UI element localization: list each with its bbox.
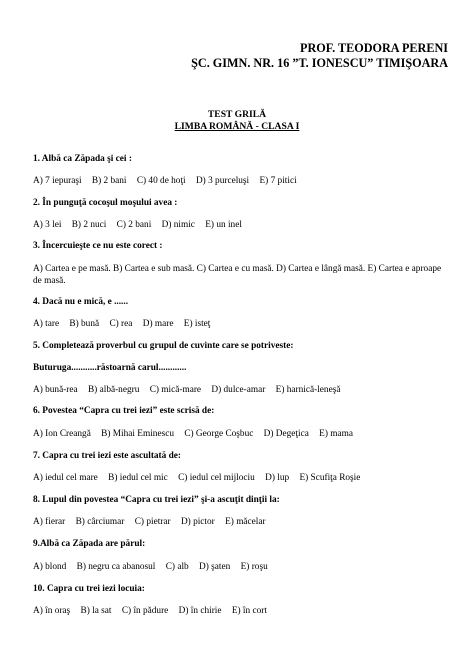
answer-option[interactable]: A) Ion Creangă bbox=[33, 429, 91, 439]
answer-option[interactable]: A) fierar bbox=[33, 517, 66, 527]
answer-option[interactable]: A) 3 lei bbox=[33, 220, 62, 230]
answer-option[interactable]: C) 40 de hoţi bbox=[136, 176, 186, 186]
answers-4 bbox=[33, 318, 218, 330]
question-5: 5. Completează proverbul cu grupul de cuvinte care se potriveste: bbox=[33, 341, 294, 351]
proverb-line: Buturuga...........răstoarnă carul............ bbox=[33, 363, 187, 373]
answer-option[interactable]: C) iedul cel mijlociu bbox=[178, 473, 255, 483]
question-8: 8. Lupul din povestea “Capra cu trei iezi” şi-a ascuţit dinţii la: bbox=[33, 495, 280, 505]
answer-option[interactable]: A) 7 iepuraşi bbox=[33, 176, 82, 186]
answer-option[interactable]: A) tare bbox=[33, 319, 60, 329]
question-3: 3. Încercuieşte ce nu este corect : bbox=[33, 241, 163, 251]
answer-option[interactable]: B) la sat bbox=[80, 606, 112, 616]
question-6: 6. Povestea “Capra cu trei iezi” este scrisă de: bbox=[33, 406, 215, 416]
answers-9 bbox=[33, 561, 276, 573]
answer-option[interactable]: C) rea bbox=[109, 319, 133, 329]
answer-option[interactable]: D) nimic bbox=[161, 220, 195, 230]
answer-option[interactable]: E) isteţ bbox=[183, 319, 211, 329]
answers-8 bbox=[33, 516, 274, 528]
answer-option[interactable]: D) Degeţica bbox=[263, 429, 309, 439]
answer-option[interactable]: B) iedul cel mic bbox=[108, 473, 168, 483]
answer-option[interactable]: A) în oraş bbox=[33, 606, 71, 616]
question-9: 9.Albă ca Zăpada are părul: bbox=[33, 539, 146, 549]
answer-option[interactable]: E) măcelar bbox=[225, 517, 266, 527]
answers-10 bbox=[33, 605, 275, 617]
answer-option[interactable]: C) George Coşbuc bbox=[184, 429, 254, 439]
answer-option[interactable]: E) Scufiţa Roşie bbox=[299, 473, 361, 483]
answer-option[interactable]: C) în pădure bbox=[121, 606, 169, 616]
answer-option[interactable]: B) 2 bani bbox=[91, 176, 127, 186]
answer-option[interactable]: A) bună-rea bbox=[33, 385, 78, 395]
answer-option[interactable]: B) albă-negru bbox=[87, 385, 140, 395]
answer-option[interactable]: D) mare bbox=[142, 319, 174, 329]
answer-option[interactable]: E) un inel bbox=[205, 220, 242, 230]
answer-option[interactable]: C) 2 bani bbox=[116, 220, 152, 230]
answer-option[interactable]: D) şaten bbox=[199, 562, 231, 572]
answer-option[interactable]: B) cârciumar bbox=[75, 517, 125, 527]
answer-option[interactable]: E) harnică-leneşă bbox=[275, 385, 341, 395]
answer-option[interactable]: D) 3 purceluşi bbox=[195, 176, 250, 186]
question-1: 1. Albă ca Zăpada şi cei : bbox=[33, 154, 132, 164]
answer-option[interactable]: D) dulce-amar bbox=[211, 385, 266, 395]
school-name: ŞC. GIMN. NR. 16 ”T. IONESCU” TIMIŞOARA bbox=[191, 56, 448, 70]
question-4: 4. Dacă nu e mică, e ...... bbox=[33, 297, 129, 307]
answer-option[interactable]: B) bună bbox=[69, 319, 100, 329]
answer-option[interactable]: B) 2 nuci bbox=[71, 220, 107, 230]
answer-option[interactable]: E) 7 pitici bbox=[259, 176, 297, 186]
answer-option[interactable]: B) Mihai Eminescu bbox=[101, 429, 174, 439]
answer-option[interactable]: E) roşu bbox=[240, 562, 268, 572]
answer-option[interactable]: B) negru ca abanosul bbox=[76, 562, 156, 572]
answer-option[interactable]: A) blond bbox=[33, 562, 67, 572]
answer-option[interactable]: D) pictor bbox=[180, 517, 215, 527]
answers-7 bbox=[33, 472, 368, 484]
question-7: 7. Capra cu trei iezi este ascultată de: bbox=[33, 451, 182, 461]
answers-3[interactable]: A) Cartea e pe masă. B) Cartea e sub masă. C) Cartea e cu masă. D) Cartea e lângă masă. E) Cartea e aproape de masă. bbox=[33, 264, 442, 286]
author-name: PROF. TEODORA PERENI bbox=[300, 41, 448, 55]
test-subtitle: LIMBA ROMÂNĂ - CLASA I bbox=[174, 121, 300, 132]
answer-option[interactable]: A) iedul cel mare bbox=[33, 473, 98, 483]
answers-2 bbox=[33, 219, 250, 231]
question-2: 2. În punguţă cocoşul moşului avea : bbox=[33, 198, 178, 208]
answers-5 bbox=[33, 384, 348, 396]
answers-1 bbox=[33, 175, 305, 187]
answer-option[interactable]: E) în cort bbox=[231, 606, 267, 616]
answer-option[interactable]: C) mică-mare bbox=[149, 385, 202, 395]
question-10: 10. Capra cu trei iezi locuia: bbox=[33, 584, 145, 594]
answer-option[interactable]: D) în chirie bbox=[178, 606, 222, 616]
answer-option[interactable]: C) pietrar bbox=[134, 517, 171, 527]
answer-option[interactable]: E) mama bbox=[319, 429, 353, 439]
answer-option[interactable]: D) lup bbox=[265, 473, 290, 483]
answers-6 bbox=[33, 428, 361, 440]
answer-option[interactable]: C) alb bbox=[165, 562, 189, 572]
test-title: TEST GRILĂ bbox=[207, 109, 267, 120]
